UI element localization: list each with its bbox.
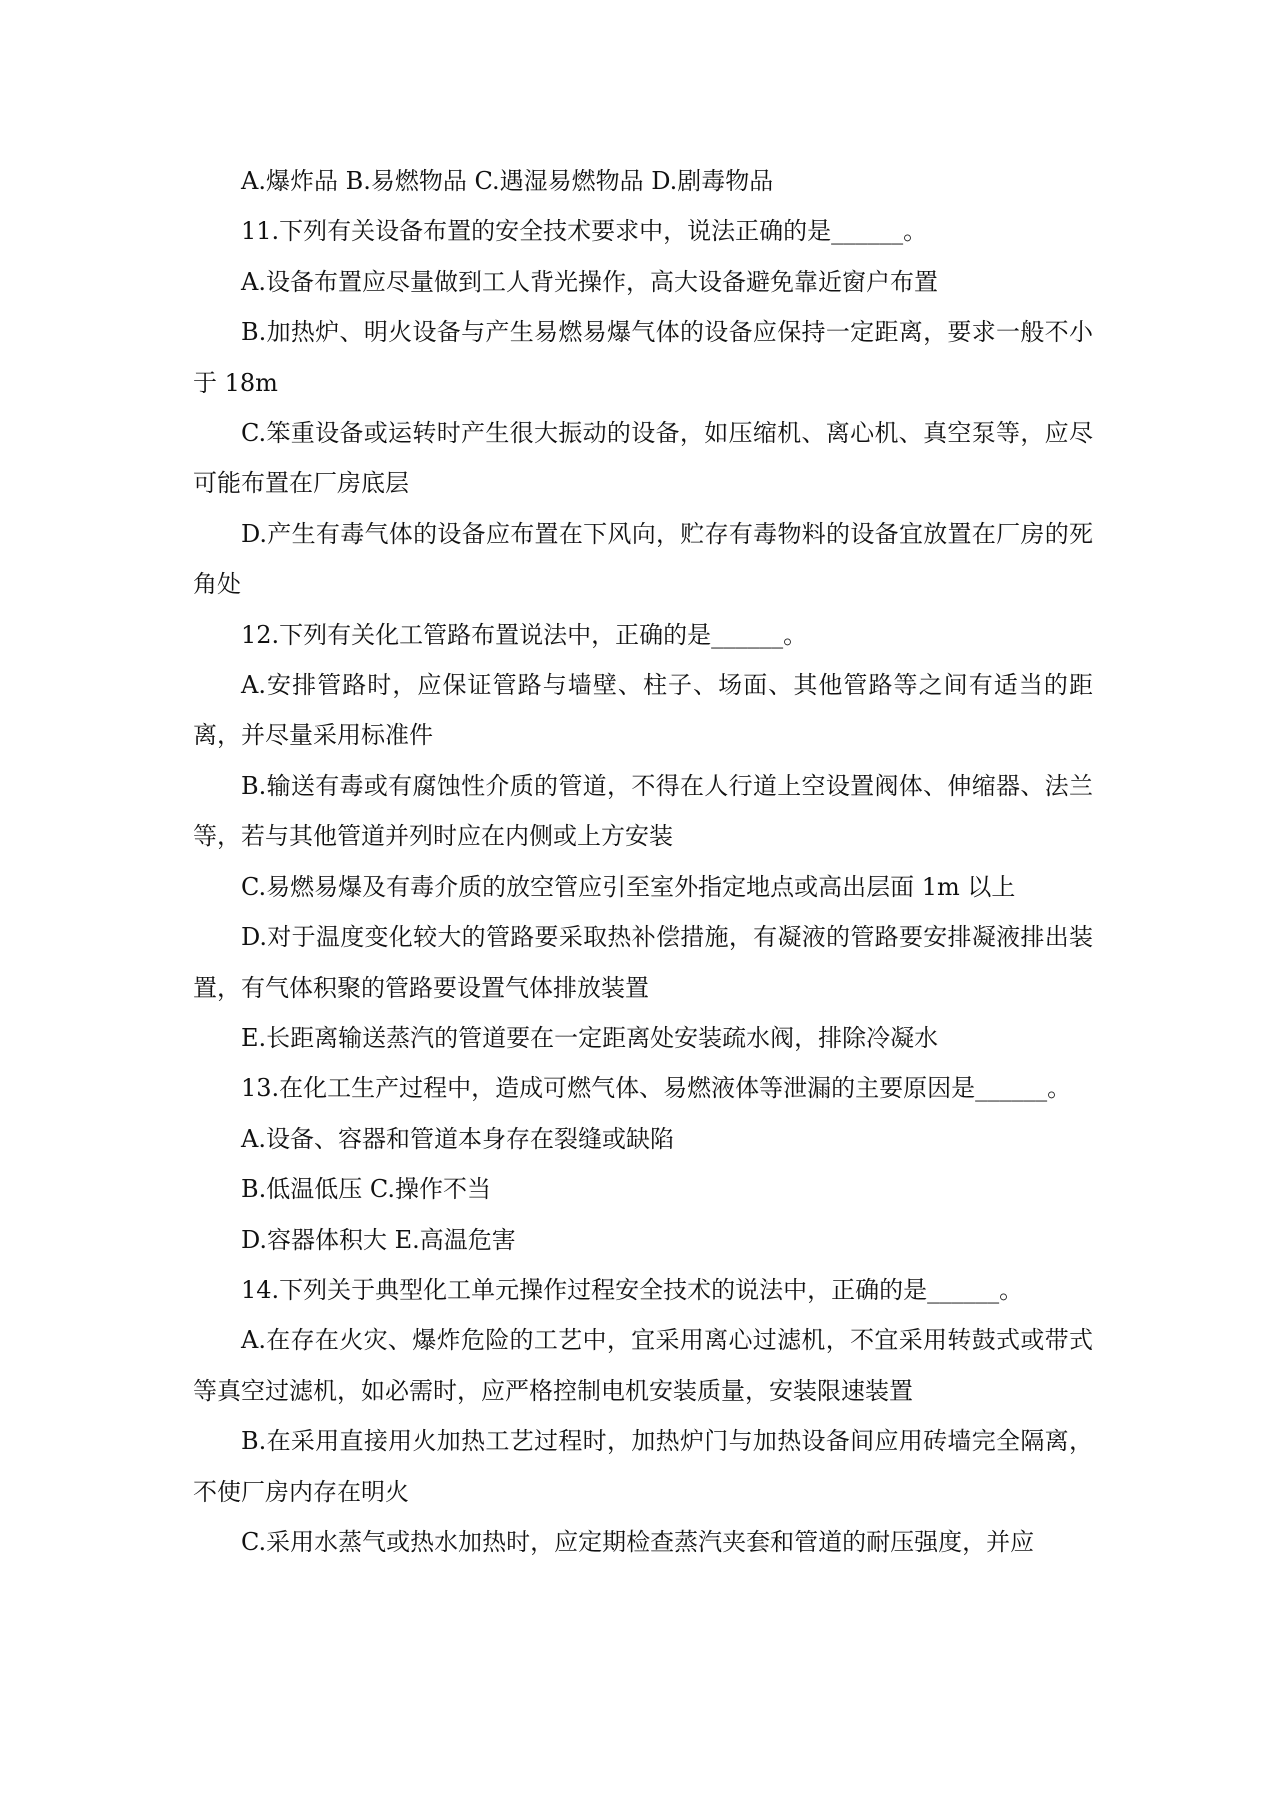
- q13-options-d-e: D.容器体积大 E.高温危害: [241, 1225, 516, 1254]
- q12-option-b: B.输送有毒或有腐蚀性介质的管道，不得在人行道上空设置阀体、伸缩器、法兰等，若与其他管道并列时应在内侧或上方安装: [193, 771, 1093, 851]
- question-11: 11.下列有关设备布置的安全技术要求中，说法正确的是______。: [241, 217, 928, 246]
- q12-option-d: D.对于温度变化较大的管路要采取热补偿措施，有凝液的管路要安排凝液排出装置，有气体积聚的管路要设置气体排放装置: [193, 923, 1093, 1002]
- question-13: 13.在化工生产过程中，造成可燃气体、易燃液体等泄漏的主要原因是______。: [241, 1074, 1072, 1103]
- q11-option-b: B.加热炉、明火设备与产生易燃易爆气体的设备应保持一定距离，要求一般不小于 18m: [193, 318, 1093, 397]
- q14-option-b: B.在采用直接用火加热工艺过程时，加热炉门与加热设备间应用砖墙完全隔离，不使厂房内存在明火: [193, 1427, 1093, 1506]
- q14-option-a: A.在存在火灾、爆炸危险的工艺中，宜采用离心过滤机，不宜采用转鼓式或带式等真空过滤机，如必需时，应严格控制电机安装质量，安装限速装置: [193, 1326, 1093, 1405]
- answer-options-q10: A.爆炸品 B.易燃物品 C.遇湿易燃物品 D.剧毒物品: [241, 167, 774, 195]
- q12-option-e: E.长距离输送蒸汽的管道要在一定距离处安装疏水阀，排除冷凝水: [241, 1023, 939, 1052]
- question-12: 12.下列有关化工管路布置说法中，正确的是______。: [241, 620, 808, 649]
- q14-option-c: C.采用水蒸气或热水加热时，应定期检查蒸汽夹套和管道的耐压强度，并应: [241, 1527, 1035, 1556]
- q12-option-c: C.易燃易爆及有毒介质的放空管应引至室外指定地点或高出层面 1m 以上: [241, 872, 1016, 901]
- q13-options-b-c: B.低温低压 C.操作不当: [241, 1175, 492, 1204]
- q12-option-a: A.安排管路时，应保证管路与墙壁、柱子、场面、其他管路等之间有适当的距离，并尽量采用标准件: [193, 671, 1093, 750]
- q11-option-d: D.产生有毒气体的设备应布置在下风向，贮存有毒物料的设备宜放置在厂房的死角处: [193, 519, 1093, 599]
- question-14: 14.下列关于典型化工单元操作过程安全技术的说法中，正确的是______。: [241, 1275, 1024, 1304]
- q13-option-a: A.设备、容器和管道本身存在裂缝或缺陷: [241, 1124, 674, 1153]
- q11-option-c: C.笨重设备或运转时产生很大振动的设备，如压缩机、离心机、真空泵等，应尽可能布置在厂房底层: [193, 419, 1093, 498]
- q11-option-a: A.设备布置应尽量做到工人背光操作，高大设备避免靠近窗户布置: [241, 267, 938, 296]
- document-body: [193, 156, 1093, 1567]
